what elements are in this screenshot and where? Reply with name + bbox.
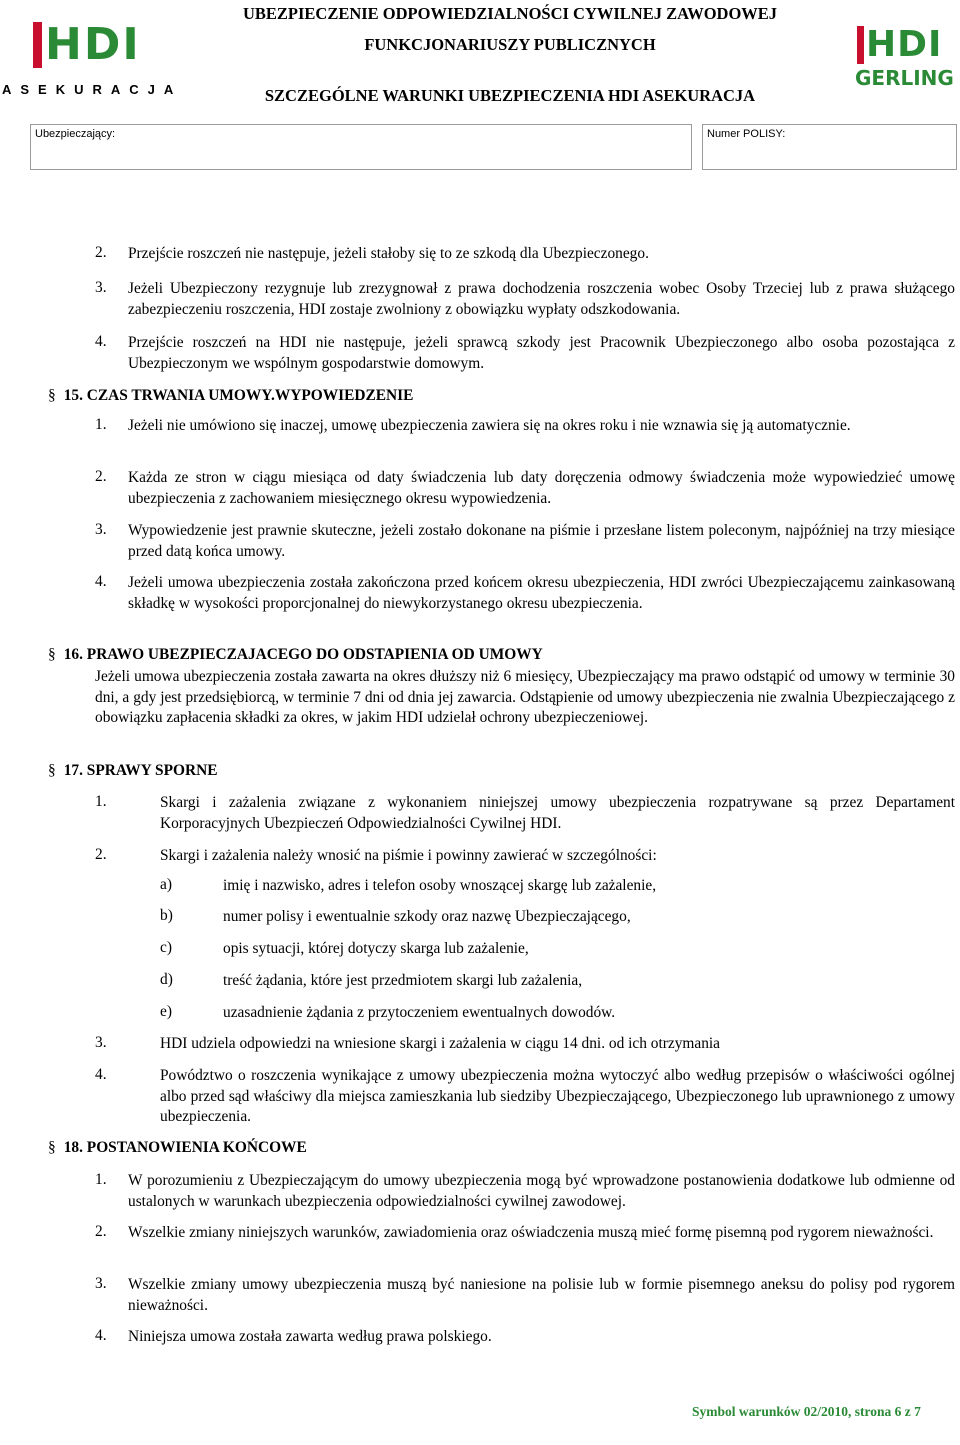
item-text: Jeżeli umowa ubezpieczenia została zakończona przed końcem okresu ubezpieczenia, HDI zwróci Ubezpieczającemu zainkasowaną składkę w wysokości proporcjonalnej do niewykorzystanego okresu ubezpieczenia.	[128, 574, 955, 612]
section-18-heading	[48, 1139, 307, 1157]
logo-red-bar	[857, 26, 864, 64]
item-number: 4.	[95, 1327, 107, 1344]
section-15-heading	[48, 387, 413, 405]
subitem-text: imię i nazwisko, adres i telefon osoby wnoszącej skargę lub zażalenie,	[223, 877, 657, 894]
item-number: 1.	[95, 1171, 107, 1188]
subitem-letter: b)	[160, 907, 173, 924]
item-number: 4.	[95, 333, 107, 350]
insurer-label: Ubezpieczający:	[35, 128, 116, 140]
hdi-asekuracja-logo	[2, 19, 183, 97]
policy-number-field[interactable]	[702, 124, 957, 170]
item-number: 2.	[95, 846, 107, 863]
gerling-text: GERLING	[855, 66, 954, 90]
item-text: Niniejsza umowa została zawarta według prawa polskiego.	[128, 1328, 492, 1345]
item-number: 2.	[95, 468, 107, 485]
item-number: 3.	[95, 521, 107, 538]
subitem-text: uzasadnienie żądania z przytoczeniem ewentualnych dowodów.	[223, 1004, 616, 1021]
subitem-text: opis sytuacji, której dotyczy skarga lub zażalenie,	[223, 940, 529, 957]
item-text: Skargi i zażalenia związane z wykonaniem niniejszej umowy ubezpieczenia rozpatrywane są przez Departament Korporacyjnych Ubezpieczeń Odpowiedzialności Cywilnej HDI.	[160, 794, 955, 832]
item-number: 3.	[95, 1275, 107, 1292]
section-16-text: Jeżeli umowa ubezpieczenia została zawarta na okres dłuższy niż 6 miesięcy, Ubezpieczający ma prawo odstąpić od umowy w terminie 30 dni, a gdy jest przedsiębiorcą, w terminie 7 dni od dnia jej zawarcia. Odstąpienie od umowy ubezpieczenia nie zwalnia Ubezpieczającego z obowiązku zapłacenia składki za okres, w jakim HDI udzielał ochrony ubezpieczeniowej.	[95, 668, 955, 726]
item-text: Przejście roszczeń nie następuje, jeżeli stałoby się to ze szkodą dla Ubezpieczonego.	[128, 245, 649, 262]
item-text: Powództwo o roszczenia wynikające z umowy ubezpieczenia można wytoczyć albo według przepisów o właściwości ogólnej albo przed sąd właściwy dla miejsca zamieszkania lub siedziby Ubezpieczającego, Ubezpieczonego lub uprawnionego z umowy ubezpieczenia.	[160, 1067, 955, 1125]
footer-page-info: Symbol warunków 02/2010, strona 6 z 7	[692, 1404, 921, 1419]
section-17-title: 17. SPRAWY SPORNE	[63, 762, 218, 779]
item-number: 3.	[95, 279, 107, 296]
doc-title-line-1: UBEZPIECZENIE ODPOWIEDZIALNOŚCI CYWILNEJ ZAWODOWEJ	[242, 4, 778, 23]
item-text: Wszelkie zmiany niniejszych warunków, zawiadomienia oraz oświadczenia muszą mieć formę pisemną pod rygorem nieważności.	[128, 1224, 934, 1241]
doc-title-line-2: FUNKCJONARIUSZY PUBLICZNYCH	[364, 35, 656, 54]
subitem-text: numer polisy i ewentualnie szkody oraz nazwę Ubezpieczającego,	[223, 908, 631, 925]
logo-red-bar	[33, 22, 42, 68]
section-15-title: 15. CZAS TRWANIA UMOWY.WYPOWIEDZENIE	[63, 387, 414, 404]
asekuracja-text: ASEKURACJA	[2, 82, 183, 97]
item-text: Jeżeli Ubezpieczony rezygnuje lub zrezygnował z prawa dochodzenia roszczenia wobec Osoby Trzeciej lub z prawa służącego zabezpieczeniu roszczenia, HDI zostaje zwolniony z obowiązku wypłaty odszkodowania.	[128, 280, 955, 318]
item-text: Wypowiedzenie jest prawnie skuteczne, jeżeli zostało dokonane na piśmie i przesłane listem poleconym, najpóźniej na trzy miesiące przed datą końca umowy.	[128, 522, 955, 560]
hdi-wordmark	[30, 19, 170, 70]
item-number: 1.	[95, 793, 107, 810]
item-number: 2.	[95, 244, 107, 261]
subitem-text: treść żądania, które jest przedmiotem skargi lub zażalenia,	[223, 972, 583, 989]
item-number: 2.	[95, 1223, 107, 1240]
paragraph-mark: §	[48, 762, 56, 779]
subitem-letter: e)	[160, 1003, 172, 1020]
item-text: Przejście roszczeń na HDI nie następuje, jeżeli sprawcą szkody jest Pracownik Ubezpieczonego albo osoba pozostająca z Ubezpieczonym we wspólnym gospodarstwie domowym.	[128, 334, 955, 372]
gerling-hdi-text: HDI	[866, 24, 943, 65]
insurer-field[interactable]	[30, 124, 692, 170]
item-text: Każda ze stron w ciągu miesiąca od daty świadczenia lub daty doręczenia odmowy świadczenia może wypowiedzieć umowę ubezpieczenia z zachowaniem miesięcznego okresu wypowiedzenia.	[128, 469, 955, 507]
item-number: 4.	[95, 573, 107, 590]
subitem-letter: d)	[160, 971, 173, 988]
section-16-heading	[48, 646, 543, 664]
item-text: Skargi i zażalenia należy wnosić na piśmie i powinny zawierać w szczególności:	[160, 847, 657, 864]
item-text: W porozumieniu z Ubezpieczającym do umowy ubezpieczenia mogą być wprowadzone postanowienia dodatkowe lub odmienne od ustalonych w warunkach ubezpieczenia odpowiedzialności cywilnej zawodowej.	[128, 1172, 955, 1210]
section-16-title: 16. PRAWO UBEZPIECZAJACEGO DO ODSTAPIENIA OD UMOWY	[63, 646, 543, 663]
item-text: Jeżeli nie umówiono się inaczej, umowę ubezpieczenia zawiera się na okres roku i nie wznawia się ją automatycznie.	[128, 417, 851, 434]
hdi-logo-text: HDI	[45, 19, 141, 70]
hdi-gerling-logo	[855, 26, 955, 96]
section-18-title: 18. POSTANOWIENIA KOŃCOWE	[63, 1139, 307, 1156]
paragraph-mark: §	[48, 1139, 56, 1156]
paragraph-mark: §	[48, 387, 56, 404]
gerling-hdi-wordmark	[855, 26, 955, 64]
policy-number-label: Numer POLISY:	[707, 128, 786, 140]
subitem-letter: c)	[160, 939, 172, 956]
item-number: 1.	[95, 416, 107, 433]
doc-title-line-3: SZCZEGÓLNE WARUNKI UBEZPIECZENIA HDI ASEKURACJA	[264, 86, 756, 105]
section-17-heading	[48, 762, 217, 780]
item-text: HDI udziela odpowiedzi na wniesione skargi i zażalenia w ciągu 14 dni. od ich otrzymania	[160, 1035, 721, 1052]
item-number: 4.	[95, 1066, 107, 1083]
subitem-letter: a)	[160, 876, 172, 893]
item-number: 3.	[95, 1034, 107, 1051]
paragraph-mark: §	[48, 646, 56, 663]
item-text: Wszelkie zmiany umowy ubezpieczenia muszą być naniesione na polisie lub w formie pisemnego aneksu do polisy pod rygorem nieważności.	[128, 1276, 955, 1314]
